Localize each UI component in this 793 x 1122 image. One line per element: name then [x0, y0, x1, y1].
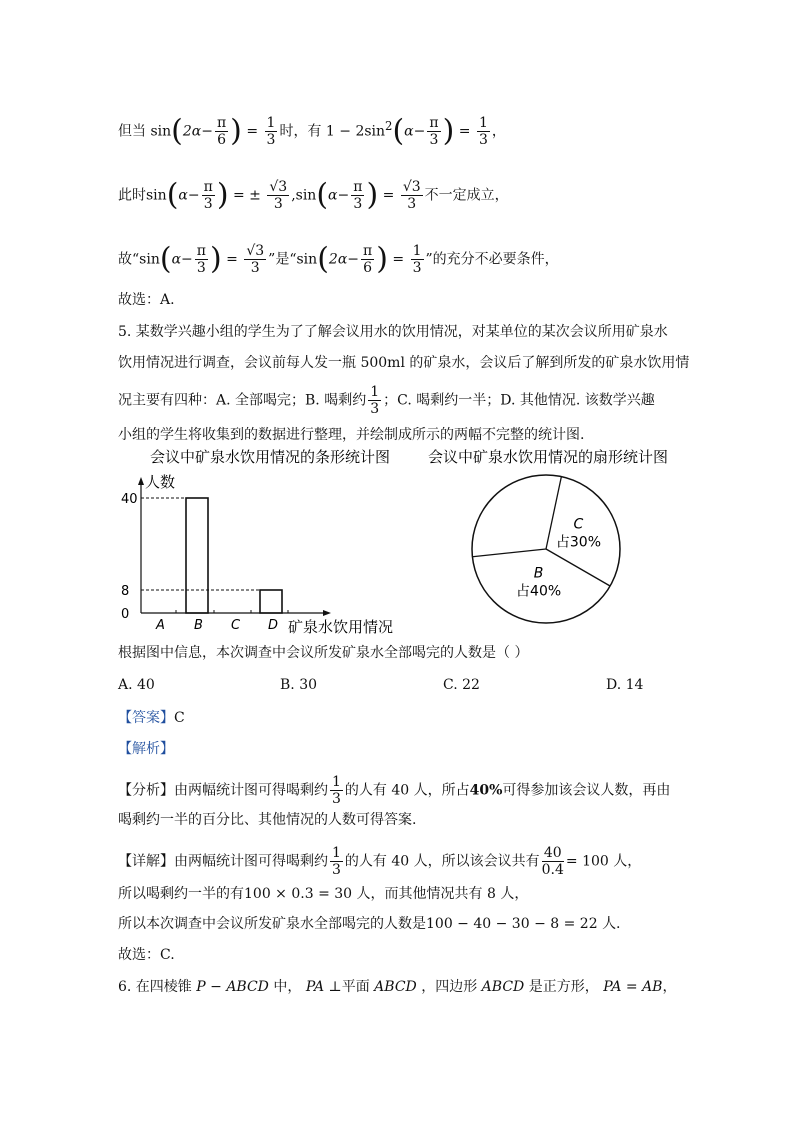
pie-slice-value: 占40%	[516, 583, 562, 600]
y-axis-arrow	[138, 477, 144, 485]
option-c: C. 22	[443, 677, 480, 693]
fenxi-line-1: 【分析】由两幅统计图可得喝剩约 $\frac{1}{3}$ 的人有 40 人，所占40%可得参加该会议人数，再由	[118, 774, 671, 807]
bar	[260, 590, 282, 613]
q5-line-3: 况主要有四种：A. 全部喝完；B. 喝剩约 $\frac{1}{3}$ ；C. 喝剩约一半；D. 其他情况. 该数学兴趣	[118, 384, 655, 417]
text: 有	[307, 123, 322, 140]
fraction: $\frac{√3}{3}$	[246, 243, 265, 276]
math: −	[201, 123, 213, 140]
fraction: $\frac{\pi}{3}$	[353, 179, 363, 212]
fraction: $\frac{\pi}{6}$	[216, 115, 227, 148]
option-a: A. 40	[118, 677, 155, 693]
pie-chart-title: 会议中矿泉水饮用情况的扇形统计图	[428, 448, 669, 466]
y-axis-label: 人数	[145, 473, 176, 491]
q5-line-4: 小组的学生将收集到的数据进行整理，并绘制成所示的两幅不完整的统计图.	[118, 427, 585, 443]
y-tick-label: 40	[121, 492, 138, 507]
choose-a: 故选：A.	[118, 292, 175, 308]
fraction: $\frac{1}{3}$	[266, 115, 276, 148]
choose-c: 故选：C.	[118, 947, 175, 963]
fraction: $\frac{1}{3}$	[332, 845, 341, 878]
fraction: $\frac{1}{3}$	[332, 774, 341, 807]
detail-line-1: 【详解】由两幅统计图可得喝剩约 $\frac{1}{3}$ 的人有 40 人，所以该会议共有 $\frac{40}{0.4}$ = 100 人，	[118, 845, 642, 878]
math: 2	[385, 118, 393, 133]
math: α	[404, 123, 414, 140]
answer-value: C	[174, 710, 185, 726]
math: 2α	[182, 123, 202, 140]
pie-slice-label: C	[573, 516, 584, 533]
pie-divider	[546, 549, 610, 586]
x-tick-label: B	[194, 618, 203, 633]
x-tick-label: D	[268, 618, 279, 633]
option-d: D. 14	[606, 677, 644, 693]
y-tick-label: 0	[121, 607, 130, 622]
fraction: $\frac{1}{3}$	[370, 384, 380, 417]
x-axis-arrow	[323, 610, 331, 616]
fraction: $\frac{40}{0.4}$	[541, 845, 564, 878]
fraction: $\frac{√3}{3}$	[269, 179, 288, 212]
equation-line-1: 但当 sin(2α− $\frac{\pi}{6}$ ) = $\frac{1}{3}$ 时，有 $1 - 2\sin^2(\alpha-$ $\frac{\pi}{3}$ ) = $\frac{1}{3}$ ，	[118, 113, 506, 149]
text: 此时	[118, 187, 146, 204]
q5-line-2: 饮用情况进行调查，会议前每人发一瓶 500ml 的矿泉水，会议后了解到所发的矿泉水饮用情	[118, 355, 690, 371]
x-axis-label: 矿泉水饮用情况	[288, 618, 394, 636]
half-line: 所以喝剩约一半的有100 × 0.3 = 30 人，而其他情况共有 8 人，	[118, 886, 529, 902]
fraction: $\frac{\pi}{6}$	[363, 243, 373, 276]
bar-chart-title: 会议中矿泉水饮用情况的条形统计图	[150, 448, 391, 466]
y-tick-label: 8	[121, 584, 130, 599]
option-b: B. 30	[280, 677, 318, 693]
fraction: $\frac{\pi}{3}$	[203, 179, 213, 212]
total-line: 所以本次调查中会议所发矿泉水全部喝完的人数是100 − 40 − 30 − 8 = 22 人.	[118, 916, 621, 932]
answer-line	[118, 708, 185, 728]
fraction: $\frac{\pi}{3}$	[196, 243, 206, 276]
x-tick-label: C	[231, 618, 241, 633]
equation-line-2: 此时sin(α− $\frac{\pi}{3}$ ) = ± $\frac{√3}{3}$ ,sin(α− $\frac{\pi}{3}$ ) = $\frac{√3}{3}$ 不一定成立，	[118, 177, 509, 213]
fraction: $\frac{1}{3}$	[478, 115, 488, 148]
x-tick-label: A	[156, 618, 165, 633]
analysis-tag: 【解析】	[118, 741, 174, 757]
sin-text: sin	[150, 123, 172, 140]
fraction: $\frac{\pi}{3}$	[429, 115, 439, 148]
charts-figure	[0, 445, 793, 645]
pie-slice-label: B	[533, 565, 544, 582]
math: =	[246, 123, 259, 140]
fraction: $\frac{1}{3}$	[412, 243, 422, 276]
q5-line-1: 5. 某数学兴趣小组的学生为了了解会议用水的饮用情况，对某单位的某次会议所用矿泉水	[118, 324, 668, 340]
answer-tag: 【答案】	[118, 710, 174, 726]
math: 1 − 2sin	[325, 123, 386, 140]
text: 时	[279, 123, 294, 140]
question-text: 根据图中信息，本次调查中会议所发矿泉水全部喝完的人数是（ ）	[118, 645, 529, 661]
text: 但当	[118, 123, 146, 140]
q6-line: 6. 在四棱锥 P − ABCD 中， PA ⊥平面 ABCD ，四边形 ABCD 是正方形， PA = AB，	[118, 979, 677, 995]
fraction: $\frac{√3}{3}$	[402, 179, 421, 212]
pie-divider	[472, 549, 546, 557]
fenxi-line-2: 喝剩约一半的百分比、其他情况的人数可得答案.	[118, 812, 417, 828]
pie-slice-value: 占30%	[555, 534, 602, 551]
bar	[186, 498, 208, 613]
equation-line-3: 故“sin(α− $\frac{\pi}{3}$ ) = $\frac{√3}{3}$ ”是“sin(2α− $\frac{\pi}{6}$ ) = $\frac{1}{3}$ ”的充分不必要条件，	[118, 241, 559, 277]
